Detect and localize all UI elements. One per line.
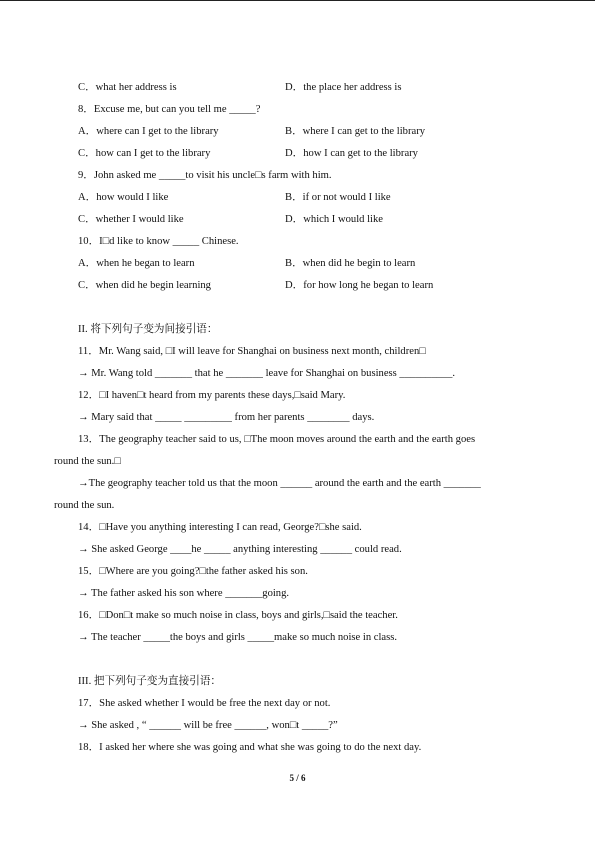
question-15: 15．□Where are you going?□the father asked his son. xyxy=(78,566,308,577)
top-rule xyxy=(0,0,595,1)
answer-14: → She asked George ____he _____ anything interesting ______ could read. xyxy=(78,544,402,555)
option-8d: D．how I can get to the library xyxy=(285,148,418,159)
option-10c: C．when did he begin learning xyxy=(78,280,211,291)
answer-11: → Mr. Wang told _______ that he _______ leave for Shanghai on business __________. xyxy=(78,368,456,379)
option-9d: D．which I would like xyxy=(285,214,383,225)
option-7d: D．the place her address is xyxy=(285,82,402,93)
question-18: 18．I asked her where she was going and what she was going to do the next day. xyxy=(78,742,422,753)
option-8c: C．how can I get to the library xyxy=(78,148,211,159)
section-ii-heading: II. 将下列句子变为间接引语： xyxy=(78,324,218,335)
option-10a: A．when he began to learn xyxy=(78,258,195,269)
question-12: 12．□I haven□t heard from my parents these days,□said Mary. xyxy=(78,390,346,401)
question-17: 17．She asked whether I would be free the next day or not. xyxy=(78,698,331,709)
option-9a: A．how would I like xyxy=(78,192,169,203)
question-8: 8．Excuse me, but can you tell me _____? xyxy=(78,104,261,115)
option-9b: B．if or not would I like xyxy=(285,192,391,203)
section-iii-heading: III. 把下列句子变为直接引语： xyxy=(78,676,222,687)
question-13-line1: 13．The geography teacher said to us, □The moon moves around the earth and the earth goes xyxy=(78,434,476,445)
option-10d: D．for how long he began to learn xyxy=(285,280,434,291)
option-8b: B．where I can get to the library xyxy=(285,126,426,137)
answer-17: → She asked , “ ______ will be free ______, won□t _____?” xyxy=(78,720,338,731)
question-9: 9．John asked me _____to visit his uncle□s farm with him. xyxy=(78,170,332,181)
question-11: 11．Mr. Wang said, □I will leave for Shanghai on business next month, children□ xyxy=(78,346,426,357)
question-13-line2: round the sun.□ xyxy=(54,456,121,467)
question-16: 16．□Don□t make so much noise in class, boys and girls,□said the teacher. xyxy=(78,610,398,621)
option-10b: B．when did he begin to learn xyxy=(285,258,416,269)
question-10: 10．I□d like to know _____ Chinese. xyxy=(78,236,239,247)
answer-16: → The teacher _____the boys and girls _____make so much noise in class. xyxy=(78,632,398,643)
option-8a: A．where can I get to the library xyxy=(78,126,219,137)
answer-12: → Mary said that _____ _________ from her parents ________ days. xyxy=(78,412,375,423)
page-number: 5 / 6 xyxy=(289,773,306,783)
answer-13-line2: round the sun. xyxy=(54,500,115,511)
answer-13-line1: →The geography teacher told us that the moon ______ around the earth and the earth _______ xyxy=(78,478,481,489)
question-14: 14．□Have you anything interesting I can read, George?□she said. xyxy=(78,522,362,533)
answer-15: → The father asked his son where _______going. xyxy=(78,588,290,599)
option-7c: C．what her address is xyxy=(78,82,177,93)
option-9c: C．whether I would like xyxy=(78,214,184,225)
